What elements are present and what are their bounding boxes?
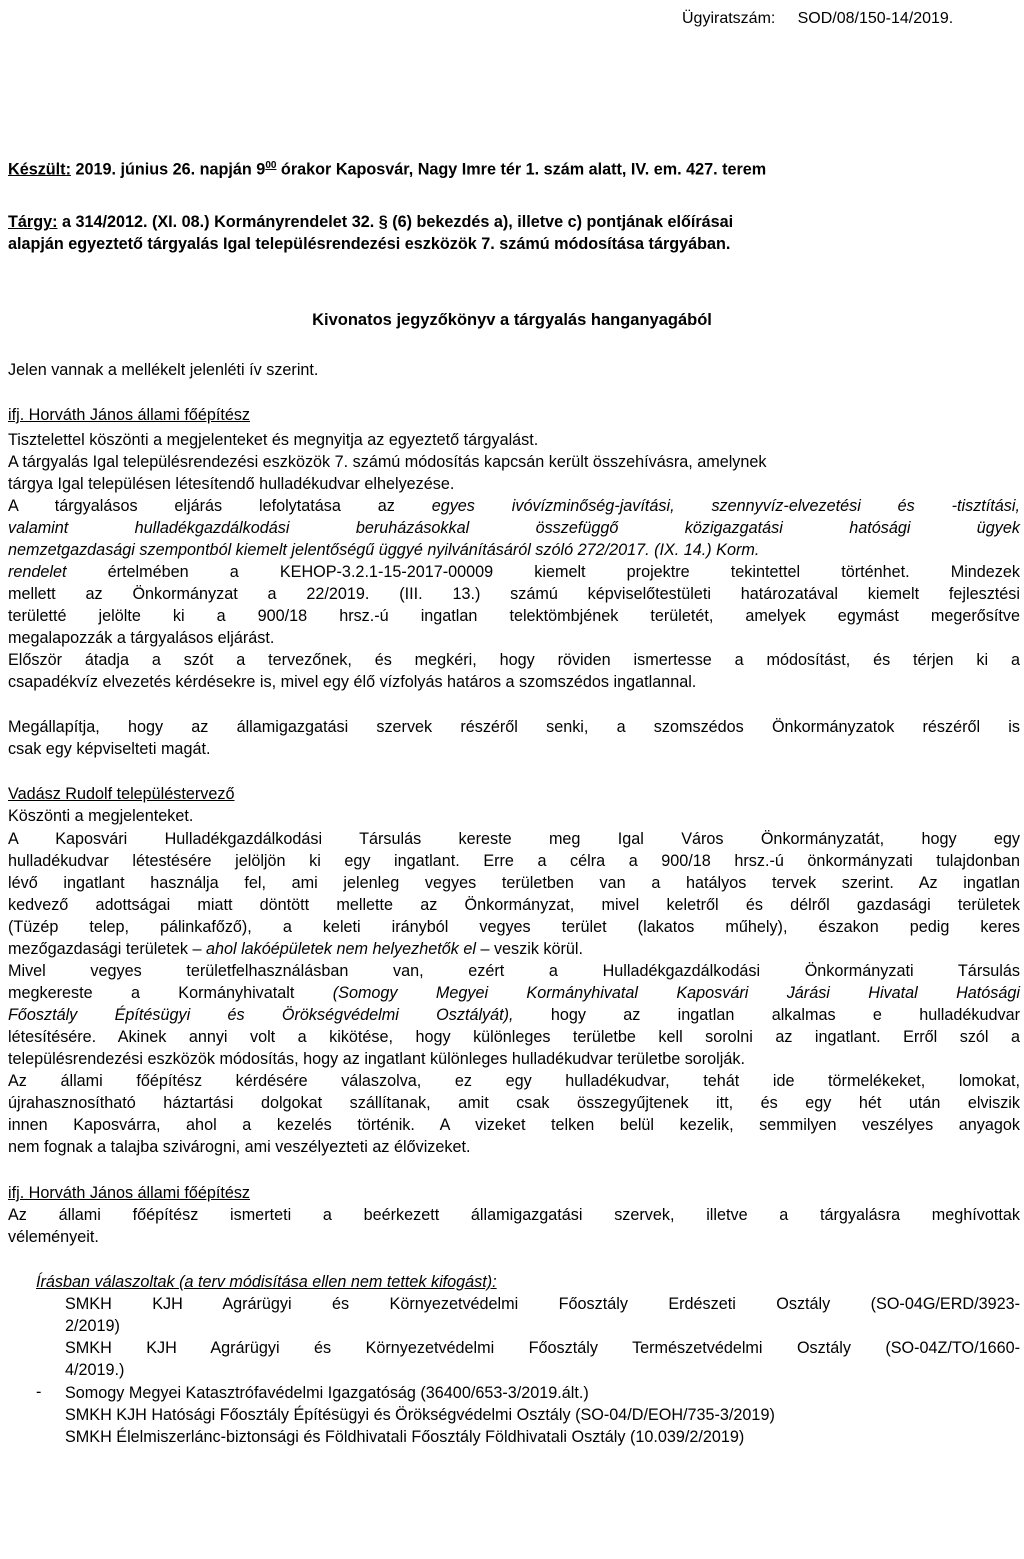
paragraph-line: A tárgyalás Igal településrendezési eszközök 7. számú módosítás kapcsán került összehívásra, amelynek (8, 453, 767, 471)
list-item-continuation: 2/2019) (65, 1317, 120, 1335)
paragraph-line: lévő ingatlant használja fel, ami jelenleg vegyes területben van a hatályos tervek szerint. Az ingatlan (8, 874, 1020, 892)
made-label: Készült: (8, 160, 71, 179)
document-title: Kivonatos jegyzőkönyv a tárgyalás hanganyagából (312, 311, 712, 329)
paragraph-line: Az állami főépítész ismerteti a beérkezett államigazgatási szervek, illetve a tárgyalásra meghívottak (8, 1206, 1020, 1224)
paragraph-line (8, 939, 1020, 959)
text-run-italic: Főosztály Építésügyi és Örökségvédelmi Osztályát), (8, 1006, 514, 1024)
paragraph-line: kedvező adottságai miatt döntött mellette az Önkormányzat, mivel keletről és délről gazdasági területek (8, 896, 1020, 914)
paragraph-line: Megállapítja, hogy az államigazgatási szervek részéről senki, a szomszédos Önkormányzatok részéről is (8, 718, 1020, 736)
paragraph-line: Először átadja a szót a tervezőnek, és megkéri, hogy röviden ismertesse a módosítást, és térjen ki a (8, 651, 1020, 669)
text-run-italic: ahol lakóépületek nem helyezhetők el (205, 940, 476, 958)
paragraph-line: településrendezési eszközök módosítás, hogy az ingatlant különleges hulladékudvar területbe sorolják. (8, 1050, 745, 1068)
paragraph-line (8, 1005, 1020, 1025)
text-run: hogy az ingatlan alkalmas e hulladékudvar (513, 1006, 1020, 1024)
made-text-before: 2019. június 26. napján 9 (70, 160, 266, 179)
made-text-after: órakor Kaposvár, Nagy Imre tér 1. szám alatt, IV. em. 427. terem (276, 160, 767, 179)
speaker-heading-planner: Vadász Rudolf településtervező (8, 785, 235, 803)
subject-text-1: a 314/2012. (XI. 08.) Kormányrendelet 32. § (6) bekezdés a), illetve c) pontjának előírásai (57, 213, 734, 231)
paragraph-line: létesítésére. Akinek annyi volt a kikötése, hogy különleges területbe kell sorolni az ingatlant. Erről szól a (8, 1028, 1020, 1046)
list-dash-marker: - (36, 1383, 42, 1401)
text-run-italic: rendelet (8, 563, 67, 581)
paragraph-line: Köszönti a megjelenteket. (8, 807, 194, 825)
paragraph-line: hulladékudvar létestésére jelöljön ki egy ingatlant. Erre a célra a 900/18 hrsz.-ú önkormányzati tulajdonban (8, 852, 1020, 870)
list-item: Somogy Megyei Katasztrófavédelmi Igazgatóság (36400/653-3/2019.ált.) (65, 1384, 589, 1402)
list-item: SMKH KJH Agrárügyi és Környezetvédelmi Főosztály Erdészeti Osztály (SO-04G/ERD/3923- (65, 1295, 1020, 1313)
paragraph-line: megalapozzák a tárgyalásos eljárást. (8, 629, 275, 647)
paragraph-line: (Tüzép telep, pálinkafőző), a keleti irányból vegyes terület (lakatos műhely), északon pedig keres (8, 918, 1020, 936)
subject-line-1 (8, 212, 1020, 232)
paragraph-line: csak egy képviselteti magát. (8, 740, 211, 758)
paragraph-line: nemzetgazdasági szempontból kiemelt jelentőségű üggyé nyilvánításáról szóló 272/2017. (IX. 14.) Korm. (8, 541, 760, 559)
paragraph-line: A Kaposvári Hulladékgazdálkodási Társulás kereste meg Igal Város Önkormányzatát, hogy egy (8, 830, 1020, 848)
list-item: SMKH KJH Hatósági Főosztály Építésügyi és Örökségvédelmi Osztály (SO-04/D/EOH/735-3/2019) (65, 1406, 775, 1424)
text-run: A tárgyalásos eljárás lefolytatása az (8, 497, 432, 515)
paragraph-line: innen Kaposvárra, ahol a kezelés történik. A vizeket telken belül kezelik, semmilyen veszélyes anyagok (8, 1116, 1020, 1134)
paragraph-line: Mivel vegyes területfelhasználásban van, ezért a Hulladékgazdálkodási Önkormányzati Társulás (8, 962, 1020, 980)
paragraph-line: Az állami főépítész kérdésére válaszolva, ez egy hulladékudvar, tehát ide törmelékeket, lomokat, (8, 1072, 1020, 1090)
paragraph-line: véleményeit. (8, 1228, 99, 1246)
paragraph-line: Tisztelettel köszönti a megjelenteket és megnyitja az egyeztető tárgyalást. (8, 431, 539, 449)
speaker-heading-chief-architect: ifj. Horváth János állami főépítész (8, 406, 251, 424)
paragraph-line (8, 562, 1020, 582)
paragraph-line: tárgya Igal településen létesítendő hulladékudvar elhelyezése. (8, 475, 455, 493)
speaker-heading-chief-architect: ifj. Horváth János állami főépítész (8, 1184, 251, 1202)
list-item: SMKH KJH Agrárügyi és Környezetvédelmi Főosztály Természetvédelmi Osztály (SO-04Z/TO/1660- (65, 1339, 1020, 1357)
text-run-italic: egyes ivóvízminőség-javítási, szennyvíz-elvezetési és -tisztítási, (431, 497, 1020, 515)
list-item: SMKH Élelmiszerlánc-biztonsági és Földhivatali Főosztály Földhivatali Osztály (10.039/2/2019) (65, 1428, 745, 1446)
subject-line-2: alapján egyeztető tárgyalás Igal településrendezési eszközök 7. számú módosítása tárgyában. (8, 235, 731, 253)
text-run-italic: (Somogy Megyei Kormányhivatal Kaposvári Járási Hivatal Hatósági (332, 984, 1020, 1002)
document-reference-number: Ügyiratszám: SOD/08/150-14/2019. (682, 10, 954, 27)
attendance-note: Jelen vannak a mellékelt jelenléti ív szerint. (8, 361, 319, 379)
made-line (8, 156, 1020, 179)
paragraph-line: nem fognak a talajba szivárogni, ami veszélyezteti az élővizeket. (8, 1138, 471, 1156)
paragraph-line: területté jelölte ki a 900/18 hrsz.-ú ingatlan telektömbjének területét, amelyek egymást megerősítve (8, 607, 1020, 625)
paragraph-line: valamint hulladékgazdálkodási beruházásokkal összefüggő közigazgatási hatósági ügyek (8, 519, 1020, 537)
text-run: – veszik körül. (475, 940, 584, 958)
written-responses-heading: Írásban válaszoltak (a terv módisítása ellen nem tettek kifogást): (36, 1273, 497, 1291)
made-time-superscript: 00 (265, 160, 277, 171)
text-run: mezőgazdasági területek – (8, 940, 206, 958)
list-item-continuation: 4/2019.) (65, 1361, 125, 1379)
paragraph-line (8, 496, 1020, 516)
text-run: megkereste a Kormányhivatalt (8, 984, 333, 1002)
text-run: értelmében a KEHOP-3.2.1-15-2017-00009 kiemelt projektre tekintettel történhet. Mindezek (66, 563, 1020, 581)
subject-label: Tárgy: (8, 213, 58, 231)
paragraph-line: csapadékvíz elvezetés kérdésekre is, mivel egy élő vízfolyás határos a szomszédos ingatlannal. (8, 673, 697, 691)
paragraph-line (8, 983, 1020, 1003)
paragraph-line: mellett az Önkormányzat a 22/2019. (III. 13.) számú képviselőtestületi határozatával kiemelt fejlesztési (8, 585, 1020, 603)
paragraph-line: újrahasznosítható háztartási dolgokat szállítanak, amit csak összegyűjtenek itt, és egy hét után elviszik (8, 1094, 1020, 1112)
